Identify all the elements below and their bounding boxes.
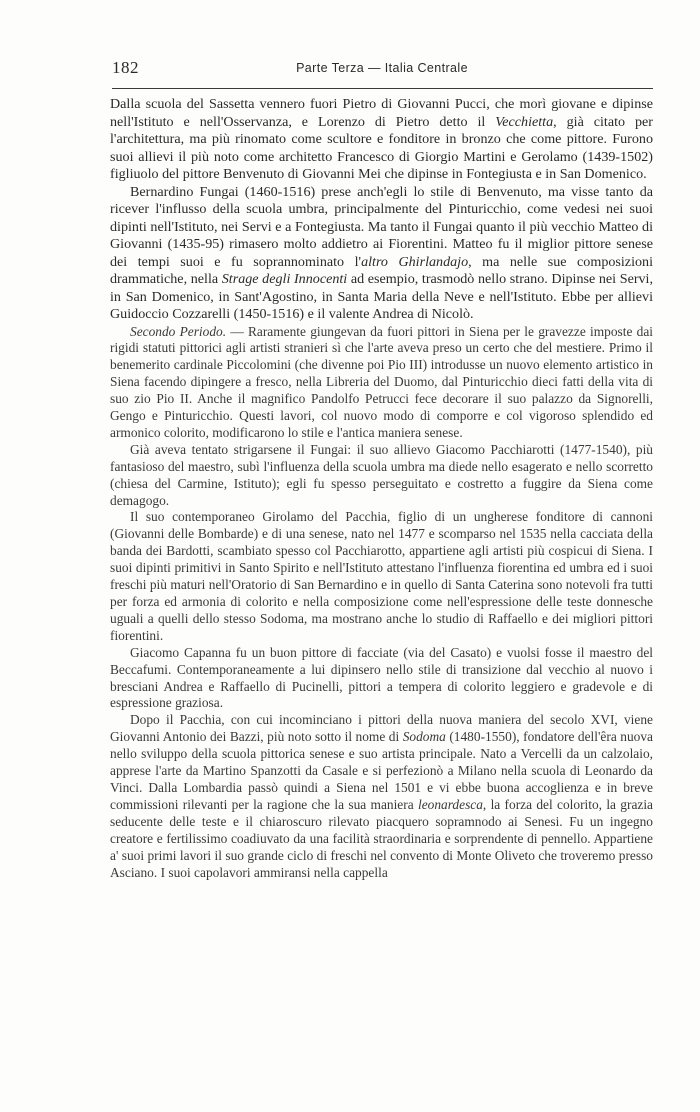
text-run: Già aveva tentato strigarsene il Fungai: il suo allievo Giacomo Pacchiarotti (1477-1540), più fantasioso del maestro, subì l'influenza della scuola umbra ma diede nello esagerato e nello scorretto (chiesa del Carmine, Istituto); egli fu spesso perseguitato e costretto a fuggire da Siena come demagogo. xyxy=(110,441,653,508)
paragraph xyxy=(110,509,653,644)
text-run: , la forza del colorito, la grazia seducente delle teste e il chiaroscuro rilevato piacquero sopramnodo ai Senesi. Fu un ingegno creatore e fertilissimo coadiuvato da una facilità straordinaria e sorprendente di pennello. Appartiene a' suoi primi lavori il suo grande ciclo di freschi nel convento di Monte Oliveto che troveremo presso Asciano. I suoi capolavori ammiransi nella cappella xyxy=(110,796,654,880)
paragraph xyxy=(110,324,653,442)
paragraph xyxy=(110,645,653,713)
text-run: , ma nelle sue composizioni drammatiche, nella xyxy=(110,253,653,287)
italic-text: Strage degli Innocenti xyxy=(221,271,348,287)
paragraph xyxy=(110,442,653,510)
paragraph xyxy=(110,184,653,324)
text-run: ad esempio, trasmodò nello strano. Dipinse nei Servi, in San Domenico, in Sant'Agostino, in Santa Maria della Neve e nell'Istituto. Ebbe per allievi Guidoccio Cozzarelli (1450-1516) e il valente Andrea di Nicolò. xyxy=(110,271,653,322)
page-header xyxy=(112,58,652,80)
text-run: Dopo il Pacchia, con cui incominciano i pittori della nuova maniera del secolo XVI, viene Giovanni Antonio dei Bazzi, più noto sotto il nome di xyxy=(110,712,653,745)
italic-text: leonardesca xyxy=(417,796,483,812)
italic-text: Secondo Periodo. xyxy=(130,323,227,339)
text-run: , già citato per l'architettura, ma più rinomato come scultore e fonditore in bronzo che come pittore. Furono suoi allievi il più noto come architetto Francesco di Giorgio Martini e Gerolamo (1439-1502) figliuolo del pittore Benvenuto di Giovanni Mei che dipinse in Fontegiusta e in San Domenico. xyxy=(110,113,653,182)
header-rule xyxy=(112,88,653,89)
text-run: Giacomo Capanna fu un buon pittore di facciate (via del Casato) e vuolsi fosse il maestro del Beccafumi. Contemporaneamente a lui dipinsero nello stile di transizione dal vecchio al nuovo i bresciani Andrea e Raffaello di Pucinelli, pittori a tempera di colorito leggiero e gradevole e di espressione graziosa. xyxy=(110,644,653,711)
paragraph xyxy=(110,712,653,881)
text-run: Il suo contemporaneo Girolamo del Pacchia, figlio di un ungherese fonditore di cannoni (Giovanni delle Bombarde) e di una senese, nato nel 1477 e scomparso nel 1535 nella cacciata della banda dei Bardotti, scambiato spesso col Pacchiarotto, appartiene agli artisti più cospicui di Siena. I suoi dipinti primitivi in Santo Spirito e nell'Istituto attestano l'influenza fiorentina ed umbra ed i suoi freschi più maturi nell'Oratorio di San Bernardino e in quello di Santa Caterina sono notevoli fra tutti per forza ed armonia di colorito e nella composizione come nell'espressione delle teste donnesche uguali a quelli dello stesso Sodoma, ma mostrano anche lo studio di Raffaello e dei migliori pittori fiorentini. xyxy=(110,509,653,643)
italic-text: Vecchietta xyxy=(495,113,554,130)
italic-text: altro Ghirlandajo xyxy=(361,253,469,270)
text-run: Bernardino Fungai (1460-1516) prese anch'egli lo stile di Benvenuto, ma visse tanto da ricever l'influsso della scuola umbra, principalmente del Pinturicchio, come vedesi nei suoi dipinti nell'Istituto, nei Servi e a Fontegiusta. Ma tanto il Fungai quanto il più vecchio Matteo di Giovanni (1435-95) rimasero molto addietro ai Fiorentini. Matteo fu il miglior pittore senese dei tempi suoi e fu soprannominato l' xyxy=(110,183,653,270)
page-number: 182 xyxy=(112,58,139,77)
running-title: Parte Terza — Italia Centrale xyxy=(296,61,468,75)
text-run: Dalla scuola del Sassetta vennero fuori Pietro di Giovanni Pucci, che morì giovane e dipinse nell'Istituto e nell'Osservanza, e Lorenzo di Pietro detto il xyxy=(110,96,653,130)
text-run: — Raramente giungevan da fuori pittori in Siena per le gravezze imposte dai rigidi statuti pittorici agli artisti stranieri sì che l'arte aveva preso un certo che del mestiere. Primo il benemerito cardinale Piccolomini (che divenne poi Pio III) introdusse un nuovo elemento artistico in Siena facendo dipingere a fresco, nella Libreria del Duomo, dal Pinturicchio dieci fatti della vita di suo zio Pio II. Anche il magnifico Pandolfo Petrucci fece decorare il suo palazzo da Signorelli, Gengo e Pinturicchio. Questi lavori, col nuovo modo di comporre e col vigoroso splendido ed armonico colorito, modificarono lo stile e l'antica maniera senese. xyxy=(110,323,653,440)
text-run: (1480-1550), fondatore dell'êra nuova nello sviluppo della scuola pittorica senese e suo artista principale. Nato a Vercelli da un calzolaio, apprese l'arte da Martino Spanzotti da Casale e si perfezionò a Milano nella scuola di Leonardo da Vinci. Dalla Lombardia passò quindi a Siena nel 1501 e vi ebbe buona accoglienza e in breve commissioni rilevanti per la ragione che la sua maniera xyxy=(110,729,653,812)
body-text xyxy=(110,96,653,881)
italic-text: Sodoma xyxy=(402,729,446,745)
paragraph xyxy=(110,96,653,184)
